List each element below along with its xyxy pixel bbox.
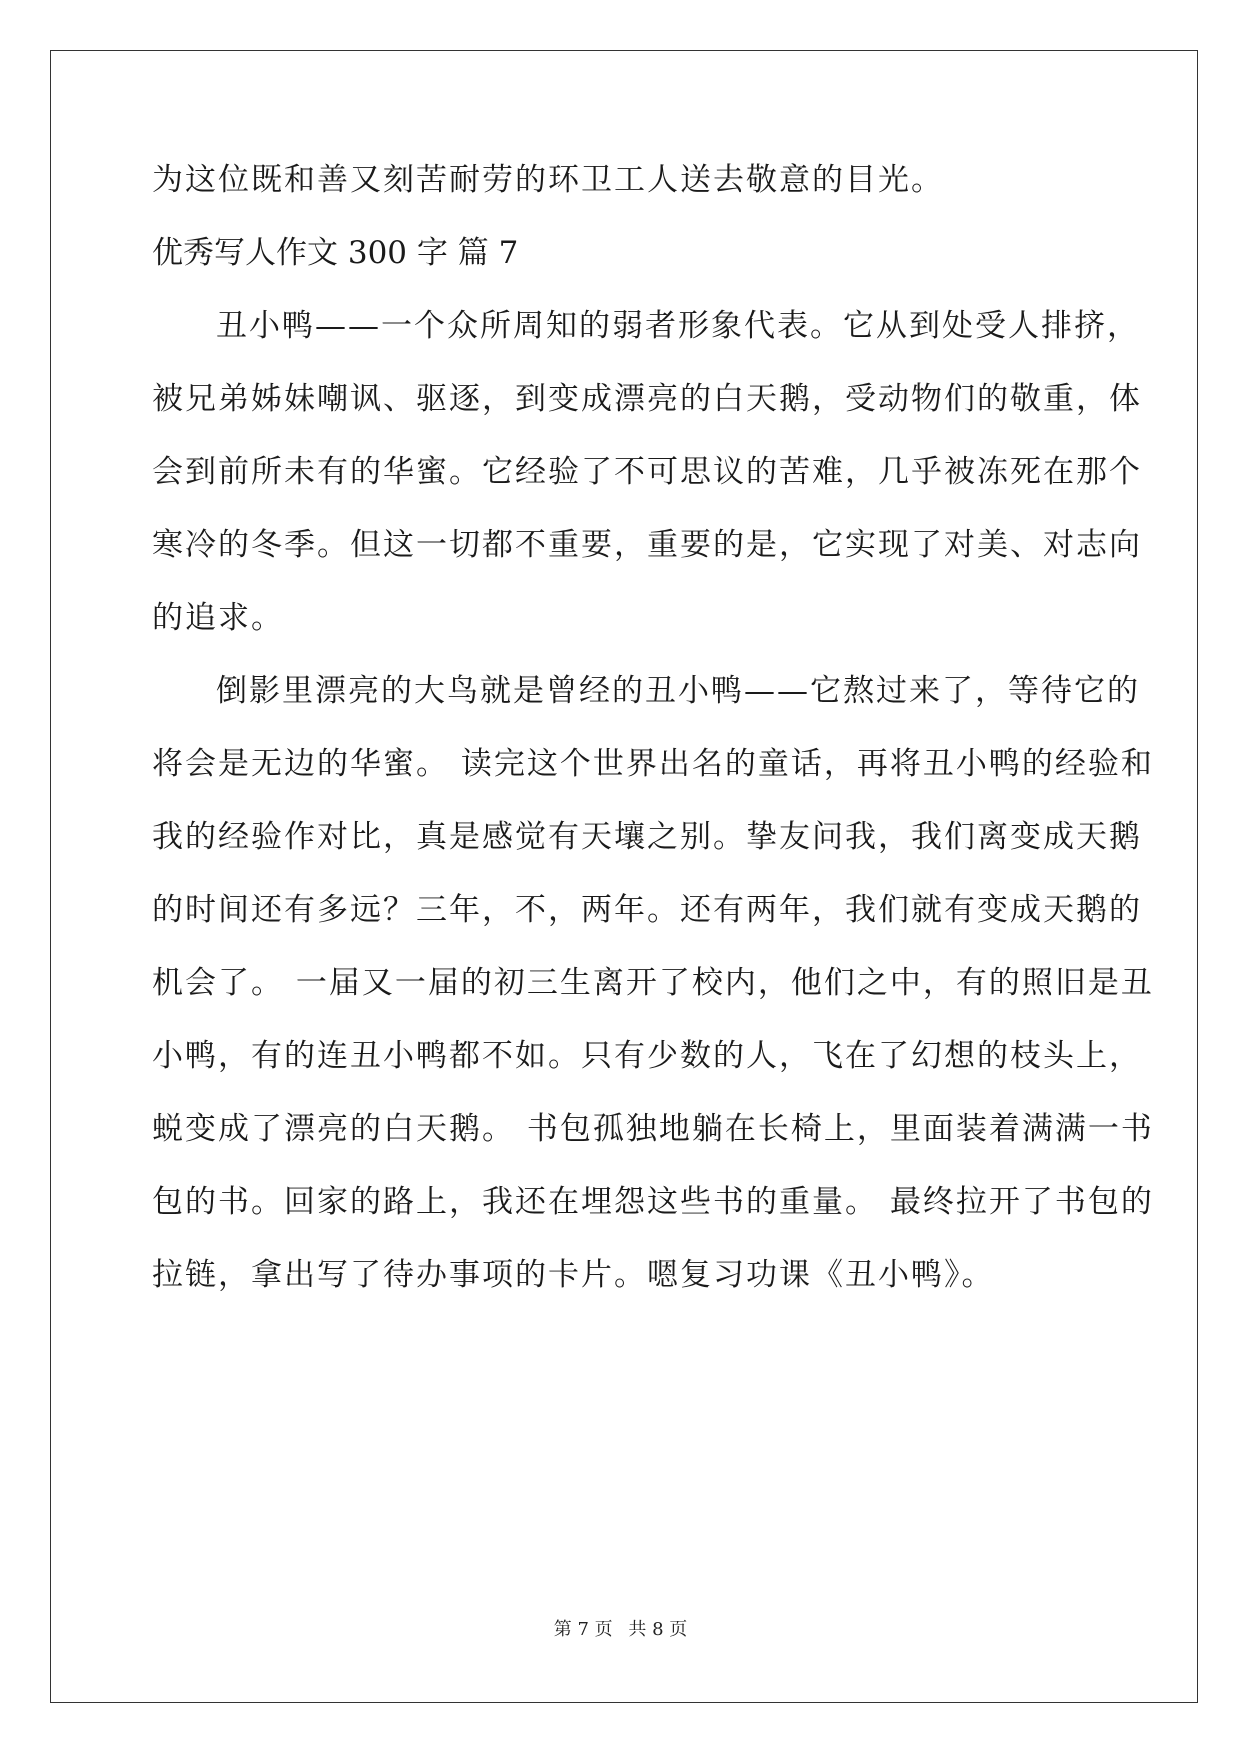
paragraph-line: 的追求。	[152, 600, 284, 636]
paragraph-line: 包的书。回家的路上，我还在埋怨这些书的重量。 最终拉开了书包的	[152, 1184, 1154, 1220]
paragraph-line: 丑小鸭——一个众所周知的弱者形象代表。它从到处受人排挤，	[216, 308, 1140, 344]
paragraph-line: 被兄弟姊妹嘲讽、驱逐，到变成漂亮的白天鹅，受动物们的敬重，体	[152, 381, 1142, 417]
paragraph-line: 拉链，拿出写了待办事项的卡片。嗯复习功课《丑小鸭》。	[152, 1257, 995, 1293]
document-body	[152, 160, 1154, 1328]
paragraph-line: 倒影里漂亮的大鸟就是曾经的丑小鸭——它熬过来了，等待它的	[216, 673, 1140, 709]
page-total: 共 8 页	[628, 1619, 688, 1640]
paragraph-line: 机会了。 一届又一届的初三生离开了校内，他们之中，有的照旧是丑	[152, 965, 1154, 1001]
paragraph-line: 寒冷的冬季。但这一切都不重要，重要的是，它实现了对美、对志向	[152, 527, 1142, 563]
paragraph-line: 为这位既和善又刻苦耐劳的环卫工人送去敬意的目光。	[152, 162, 944, 198]
paragraph-line: 小鸭，有的连丑小鸭都不如。只有少数的人，飞在了幻想的枝头上，	[152, 1038, 1142, 1074]
paragraph-line: 我的经验作对比，真是感觉有天壤之别。挚友问我，我们离变成天鹅	[152, 819, 1142, 855]
paragraph-line: 的时间还有多远？三年，不，两年。还有两年，我们就有变成天鹅的	[152, 892, 1142, 928]
paragraph-line: 蜕变成了漂亮的白天鹅。 书包孤独地躺在长椅上，里面装着满满一书	[152, 1111, 1154, 1147]
section-heading: 优秀写人作文 300 字 篇 7	[152, 235, 519, 271]
paragraph-line: 会到前所未有的华蜜。它经验了不可思议的苦难，几乎被冻死在那个	[152, 454, 1142, 490]
page-footer	[0, 1615, 1241, 1641]
paragraph-line: 将会是无边的华蜜。 读完这个世界出名的童话，再将丑小鸭的经验和	[152, 746, 1154, 782]
page-number: 第 7 页	[553, 1619, 613, 1640]
